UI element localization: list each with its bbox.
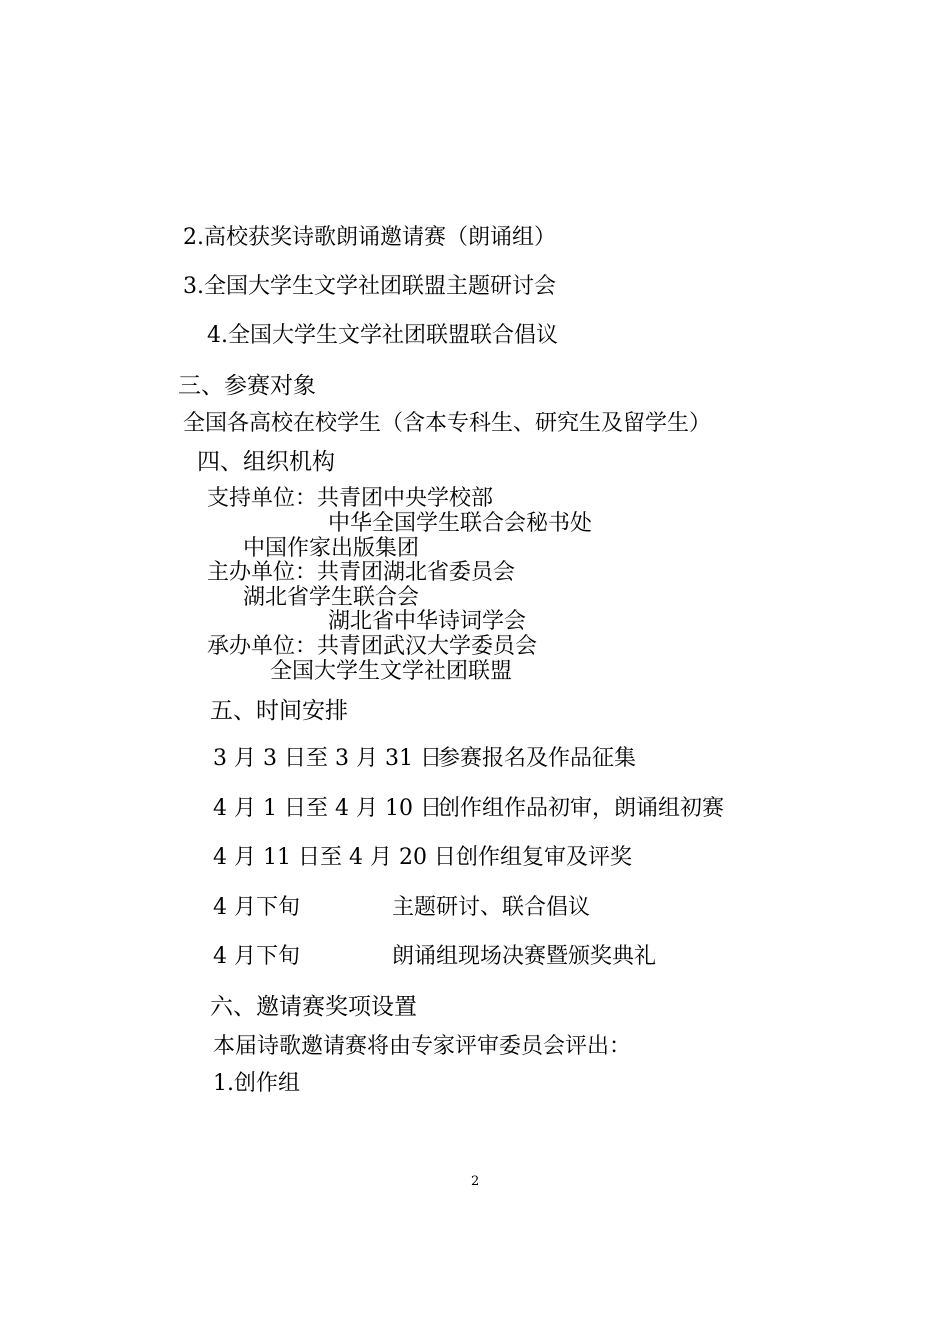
schedule-date: 4 月下旬	[213, 944, 300, 969]
section-3-body: 全国各高校在校学生（含本专科生、研究生及留学生）	[183, 411, 712, 436]
section-3-heading: 三、参赛对象	[178, 373, 316, 399]
org-line: 全国大学生文学社团联盟	[270, 659, 513, 684]
schedule-task: 主题研讨、联合倡议	[392, 895, 591, 920]
org-line: 中华全国学生联合会秘书处	[328, 511, 593, 536]
schedule-date: 4 月 11 日至 4 月 20 日	[213, 845, 456, 870]
schedule-task: 创作组复审及评奖	[456, 845, 633, 870]
section-6-heading: 六、邀请赛奖项设置	[210, 994, 417, 1020]
schedule-date: 4 月 1 日至 4 月 10 日	[213, 796, 442, 821]
section-4-heading: 四、组织机构	[197, 449, 335, 475]
page-number: 2	[471, 1174, 480, 1189]
org-line: 湖北省学生联合会	[243, 585, 420, 610]
event-item-3: 3.全国大学生文学社团联盟主题研讨会	[183, 274, 556, 299]
schedule-date: 4 月下旬	[213, 895, 300, 920]
event-item-2: 2.高校获奖诗歌朗诵邀请赛（朗诵组）	[183, 225, 556, 250]
section-6-body: 本届诗歌邀请赛将由专家评审委员会评出：	[213, 1034, 632, 1059]
org-line: 中国作家出版集团	[243, 536, 420, 561]
schedule-task: 创作组作品初审，朗诵组初赛	[438, 796, 725, 821]
org-line: 承办单位：共青团武汉大学委员会	[207, 634, 538, 659]
section-6-item-1: 1.创作组	[213, 1071, 300, 1096]
org-line: 支持单位：共青团中央学校部	[207, 486, 494, 511]
schedule-date: 3 月 3 日至 3 月 31 日	[213, 746, 442, 771]
schedule-task: 朗诵组现场决赛暨颁奖典礼	[392, 944, 657, 969]
event-item-4: 4.全国大学生文学社团联盟联合倡议	[207, 323, 558, 348]
schedule-task: 参赛报名及作品征集	[438, 746, 637, 771]
section-5-heading: 五、时间安排	[210, 698, 348, 724]
org-line: 湖北省中华诗词学会	[328, 609, 527, 634]
org-line: 主办单位：共青团湖北省委员会	[207, 560, 516, 585]
